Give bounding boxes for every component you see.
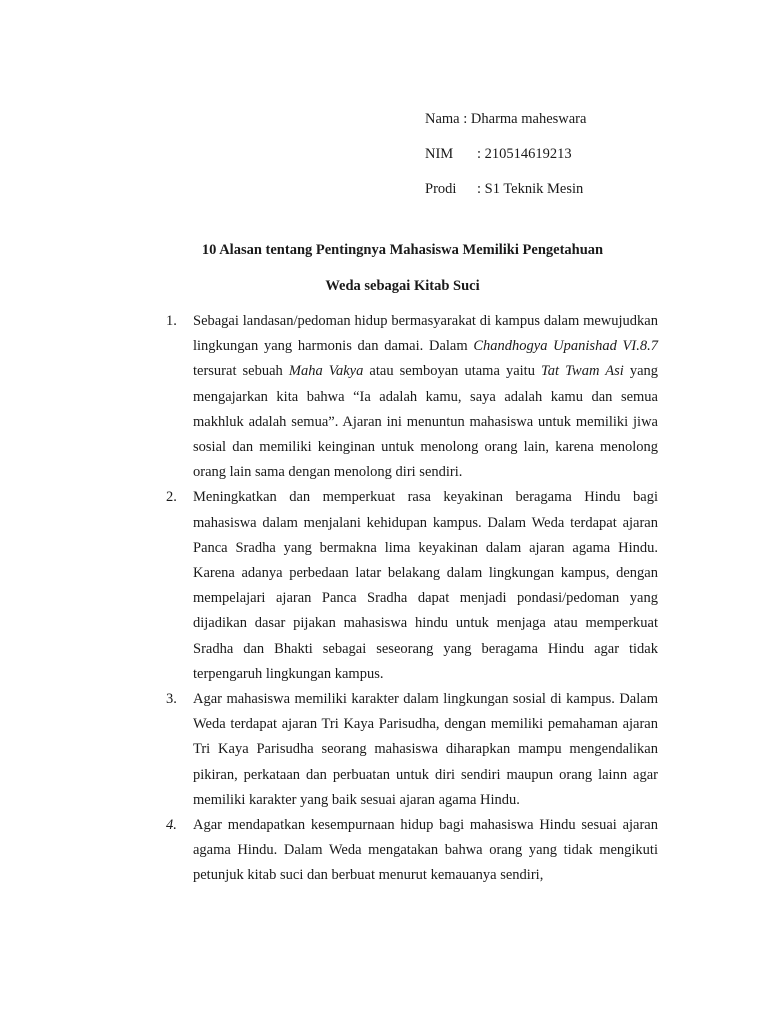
italic-term-maha-vakya: Maha Vakya (288, 363, 364, 380)
nama-value: Dharma maheswara (470, 111, 587, 127)
document-title-line-2: Weda sebagai Kitab Suci (325, 278, 480, 294)
list-number-4: 4. (166, 817, 177, 834)
list-text-1 (193, 313, 658, 480)
list-text-3: Agar mahasiswa memiliki karakter dalam lingkungan sosial di kampus. Dalam Weda terdapat ajaran Tri Kaya Parisudha, dengan memiliki pemahaman ajaran Tri Kaya Parisudha seorang mahasiswa diharapkan mampu mengendalikan pikiran, perkataan dan perbuatan untuk diri sendiri maupun orang lainn agar memiliki karakter yang baik sesuai ajaran agama Hindu. (193, 691, 658, 808)
student-identity (425, 102, 586, 207)
text-segment: atau semboyan utama yaitu (363, 363, 541, 380)
list-text-2: Meningkatkan dan memperkuat rasa keyakinan beragama Hindu bagi mahasiswa dalam menjalani kehidupan kampus. Dalam Weda terdapat ajaran Panca Sradha yang bermakna lima keyakinan dalam ajaran agama Hindu. Karena adanya perbedaan latar belakang dalam lingkungan kampus, dengan mempelajari ajaran Panca Sradha dapat menjadi pondasi/pedoman yang dijadikan dasar pijakan mahasiswa hindu untuk menjaga atau memperkuat Sradha dan Bhakti sebagai seseorang yang beragama Hindu agar tidak terpengaruh lingkungan kampus. (193, 489, 658, 682)
nim-row (425, 137, 586, 172)
prodi-value: : S1 Teknik Mesin (477, 181, 584, 197)
nama-row (425, 102, 586, 137)
italic-term-chandhogya: Chandhogya Upanishad VI.8.7 (473, 338, 658, 355)
list-number-2: 2. (166, 489, 177, 506)
list-text-4: Agar mendapatkan kesempurnaan hidup bagi mahasiswa Hindu sesuai ajaran agama Hindu. Dalam Weda mengatakan bahwa orang yang tidak mengikuti petunjuk kitab suci dan berbuat menurut kemauanya sendiri, (193, 817, 658, 884)
prodi-label: Prodi (425, 181, 457, 197)
italic-term-tat-twam-asi: Tat Twam Asi (541, 363, 624, 380)
prodi-row (425, 172, 586, 207)
nama-label: Nama : (425, 111, 471, 127)
nim-label: NIM (425, 146, 454, 162)
nim-value: : 210514619213 (477, 146, 572, 162)
list-number-1: 1. (166, 313, 177, 329)
list-item-4 (166, 813, 658, 889)
text-segment: yang mengajarkan kita bahwa “Ia adalah kamu, saya adalah kamu dan semua makhluk adalah semua”. Ajaran ini menuntun mahasiswa untuk memiliki jiwa sosial dan memiliki keinginan untuk menolong orang lain, karena menolong orang lain sama dengan menolong diri sendiri. (193, 363, 659, 481)
text-segment: tersurat sebuah (193, 363, 289, 380)
text-segment: Sebagai landasan/pedoman hidup bermasyarakat di kampus dalam mewujudkan lingkungan yang harmonis dan damai. Dalam (193, 313, 658, 355)
reasons-list (166, 309, 658, 889)
list-item-1 (166, 309, 658, 485)
list-number-3: 3. (166, 691, 177, 708)
document-title-line-1: 10 Alasan tentang Pentingnya Mahasiswa Memiliki Pengetahuan (201, 242, 604, 258)
list-item-3 (166, 687, 658, 813)
list-item-2 (166, 485, 658, 687)
